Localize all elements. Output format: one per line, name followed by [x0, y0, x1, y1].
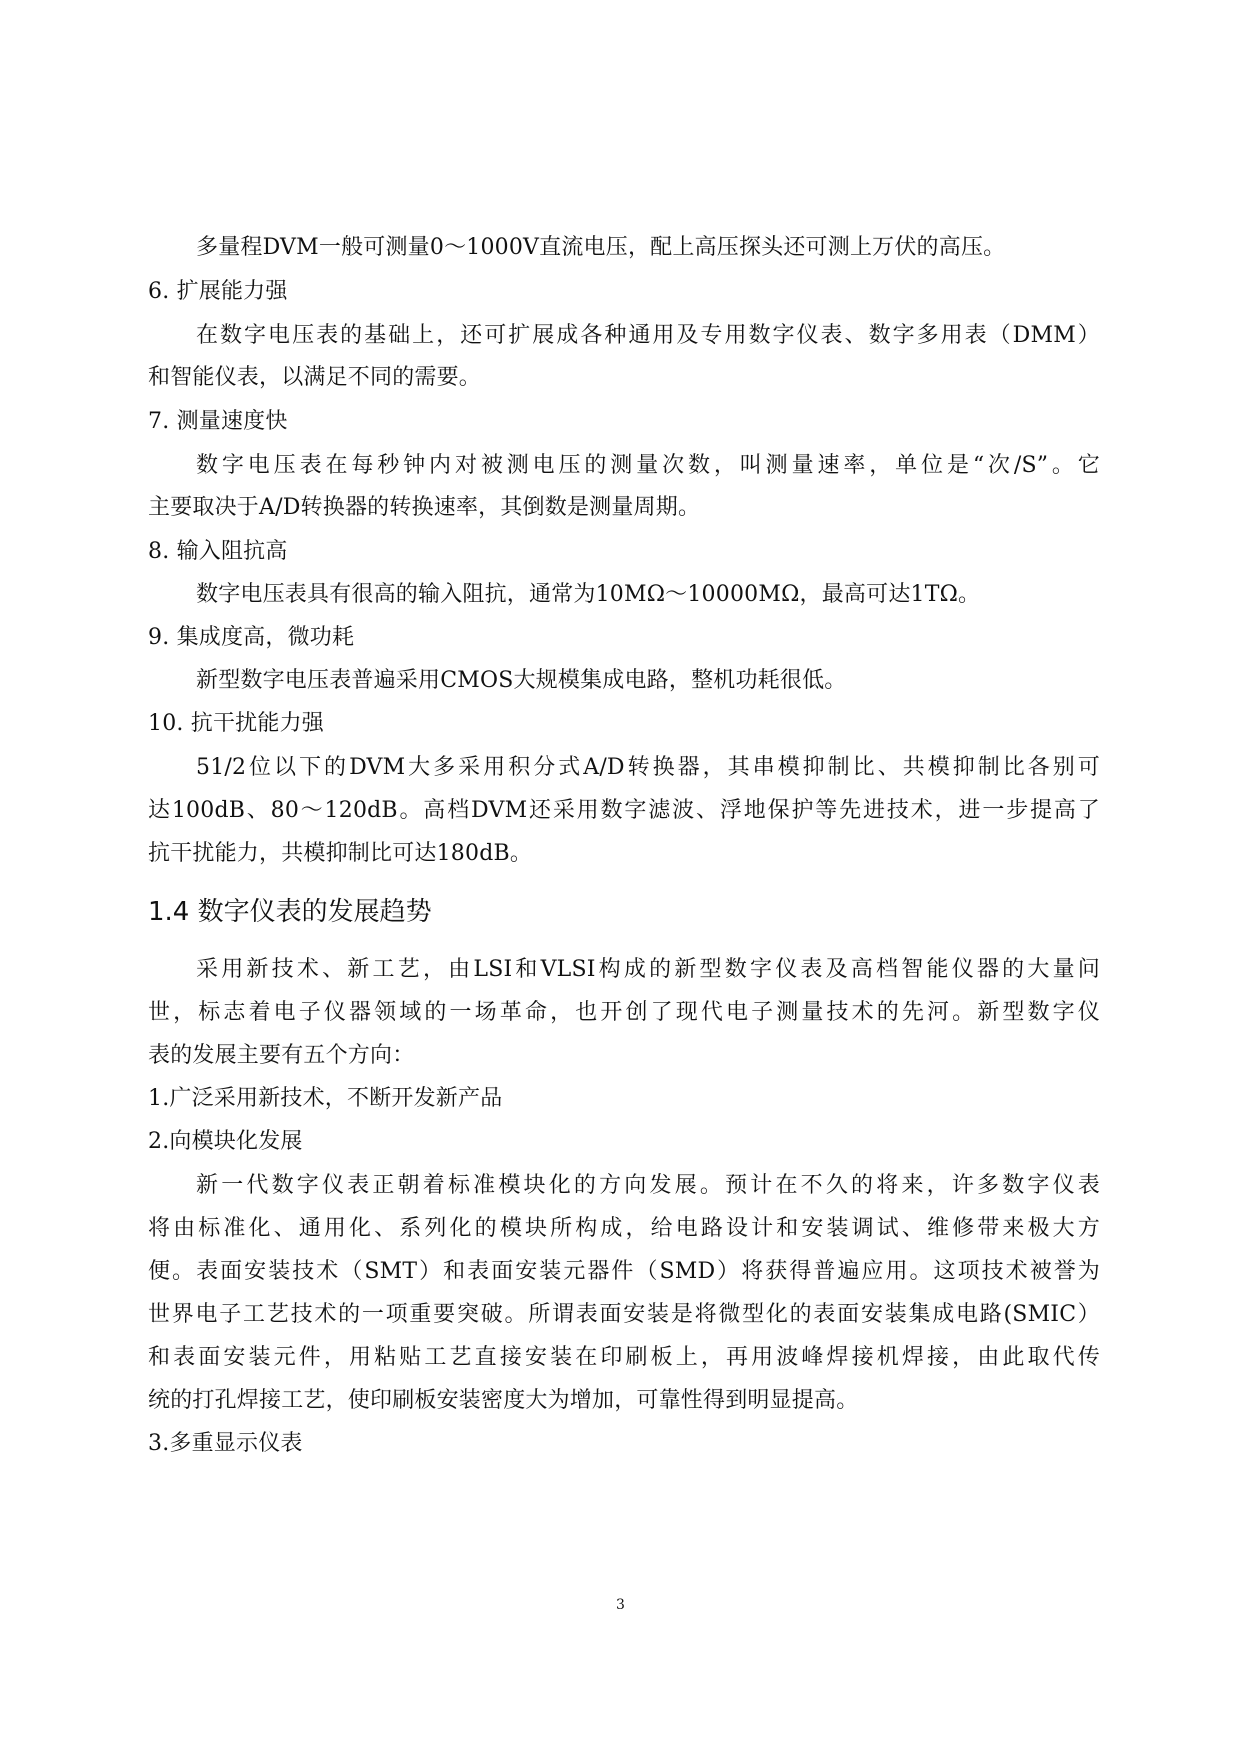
- paragraph-line: 世界电子工艺技术的一项重要突破。所谓表面安装是将微型化的表面安装集成电路(SMIC）: [148, 1302, 1100, 1327]
- list-item: 2.向模块化发展: [148, 1129, 303, 1154]
- paragraph-line: 和智能仪表，以满足不同的需要。: [148, 365, 482, 390]
- paragraph-line: 统的打孔焊接工艺，使印刷板安装密度大为增加，可靠性得到明显提高。: [148, 1388, 859, 1413]
- paragraph-line: 抗干扰能力，共模抑制比可达180dB。: [148, 841, 533, 866]
- list-item: 3.多重显示仪表: [148, 1431, 303, 1456]
- page-number: 3: [616, 1597, 625, 1613]
- list-heading: 10. 抗干扰能力强: [148, 711, 324, 736]
- paragraph-line: 多量程DVM一般可测量0～1000V直流电压，配上高压探头还可测上万伏的高压。: [196, 235, 1006, 260]
- paragraph-line: 达100dB、80～120dB。高档DVM还采用数字滤波、浮地保护等先进技术，进一步提高了: [148, 798, 1100, 823]
- list-heading: 8. 输入阻抗高: [148, 539, 288, 564]
- paragraph-line: 世，标志着电子仪器领域的一场革命，也开创了现代电子测量技术的先河。新型数字仪: [148, 1000, 1100, 1025]
- list-item: 1.广泛采用新技术，不断开发新产品: [148, 1086, 503, 1111]
- paragraph-line: 便。表面安装技术（SMT）和表面安装元器件（SMD）将获得普遍应用。这项技术被誉为: [148, 1259, 1100, 1284]
- paragraph-line: 将由标准化、通用化、系列化的模块所构成，给电路设计和安装调试、维修带来极大方: [148, 1216, 1100, 1241]
- paragraph-line: 51/2位以下的DVM大多采用积分式A/D转换器，其串模抑制比、共模抑制比各别可: [196, 755, 1100, 780]
- paragraph-line: 数字电压表具有很高的输入阻抗，通常为10MΩ～10000MΩ，最高可达1TΩ。: [196, 582, 981, 607]
- paragraph-line: 在数字电压表的基础上，还可扩展成各种通用及专用数字仪表、数字多用表（DMM）: [196, 323, 1100, 348]
- paragraph-line: 表的发展主要有五个方向：: [148, 1043, 415, 1068]
- list-heading: 9. 集成度高，微功耗: [148, 625, 355, 650]
- list-heading: 6. 扩展能力强: [148, 279, 288, 304]
- section-heading: 1.4 数字仪表的发展趋势: [148, 897, 432, 927]
- paragraph-line: 采用新技术、新工艺，由LSI和VLSI构成的新型数字仪表及高档智能仪器的大量问: [196, 957, 1100, 982]
- paragraph-line: 新型数字电压表普遍采用CMOS大规模集成电路，整机功耗很低。: [196, 668, 847, 693]
- paragraph-line: 和表面安装元件，用粘贴工艺直接安装在印刷板上，再用波峰焊接机焊接，由此取代传: [148, 1345, 1100, 1370]
- paragraph-line: 主要取决于A/D转换器的转换速率，其倒数是测量周期。: [148, 495, 701, 520]
- paragraph-line: 数字电压表在每秒钟内对被测电压的测量次数，叫测量速率，单位是“次/S”。它: [196, 453, 1100, 478]
- list-heading: 7. 测量速度快: [148, 409, 288, 434]
- paragraph-line: 新一代数字仪表正朝着标准模块化的方向发展。预计在不久的将来，许多数字仪表: [196, 1173, 1100, 1198]
